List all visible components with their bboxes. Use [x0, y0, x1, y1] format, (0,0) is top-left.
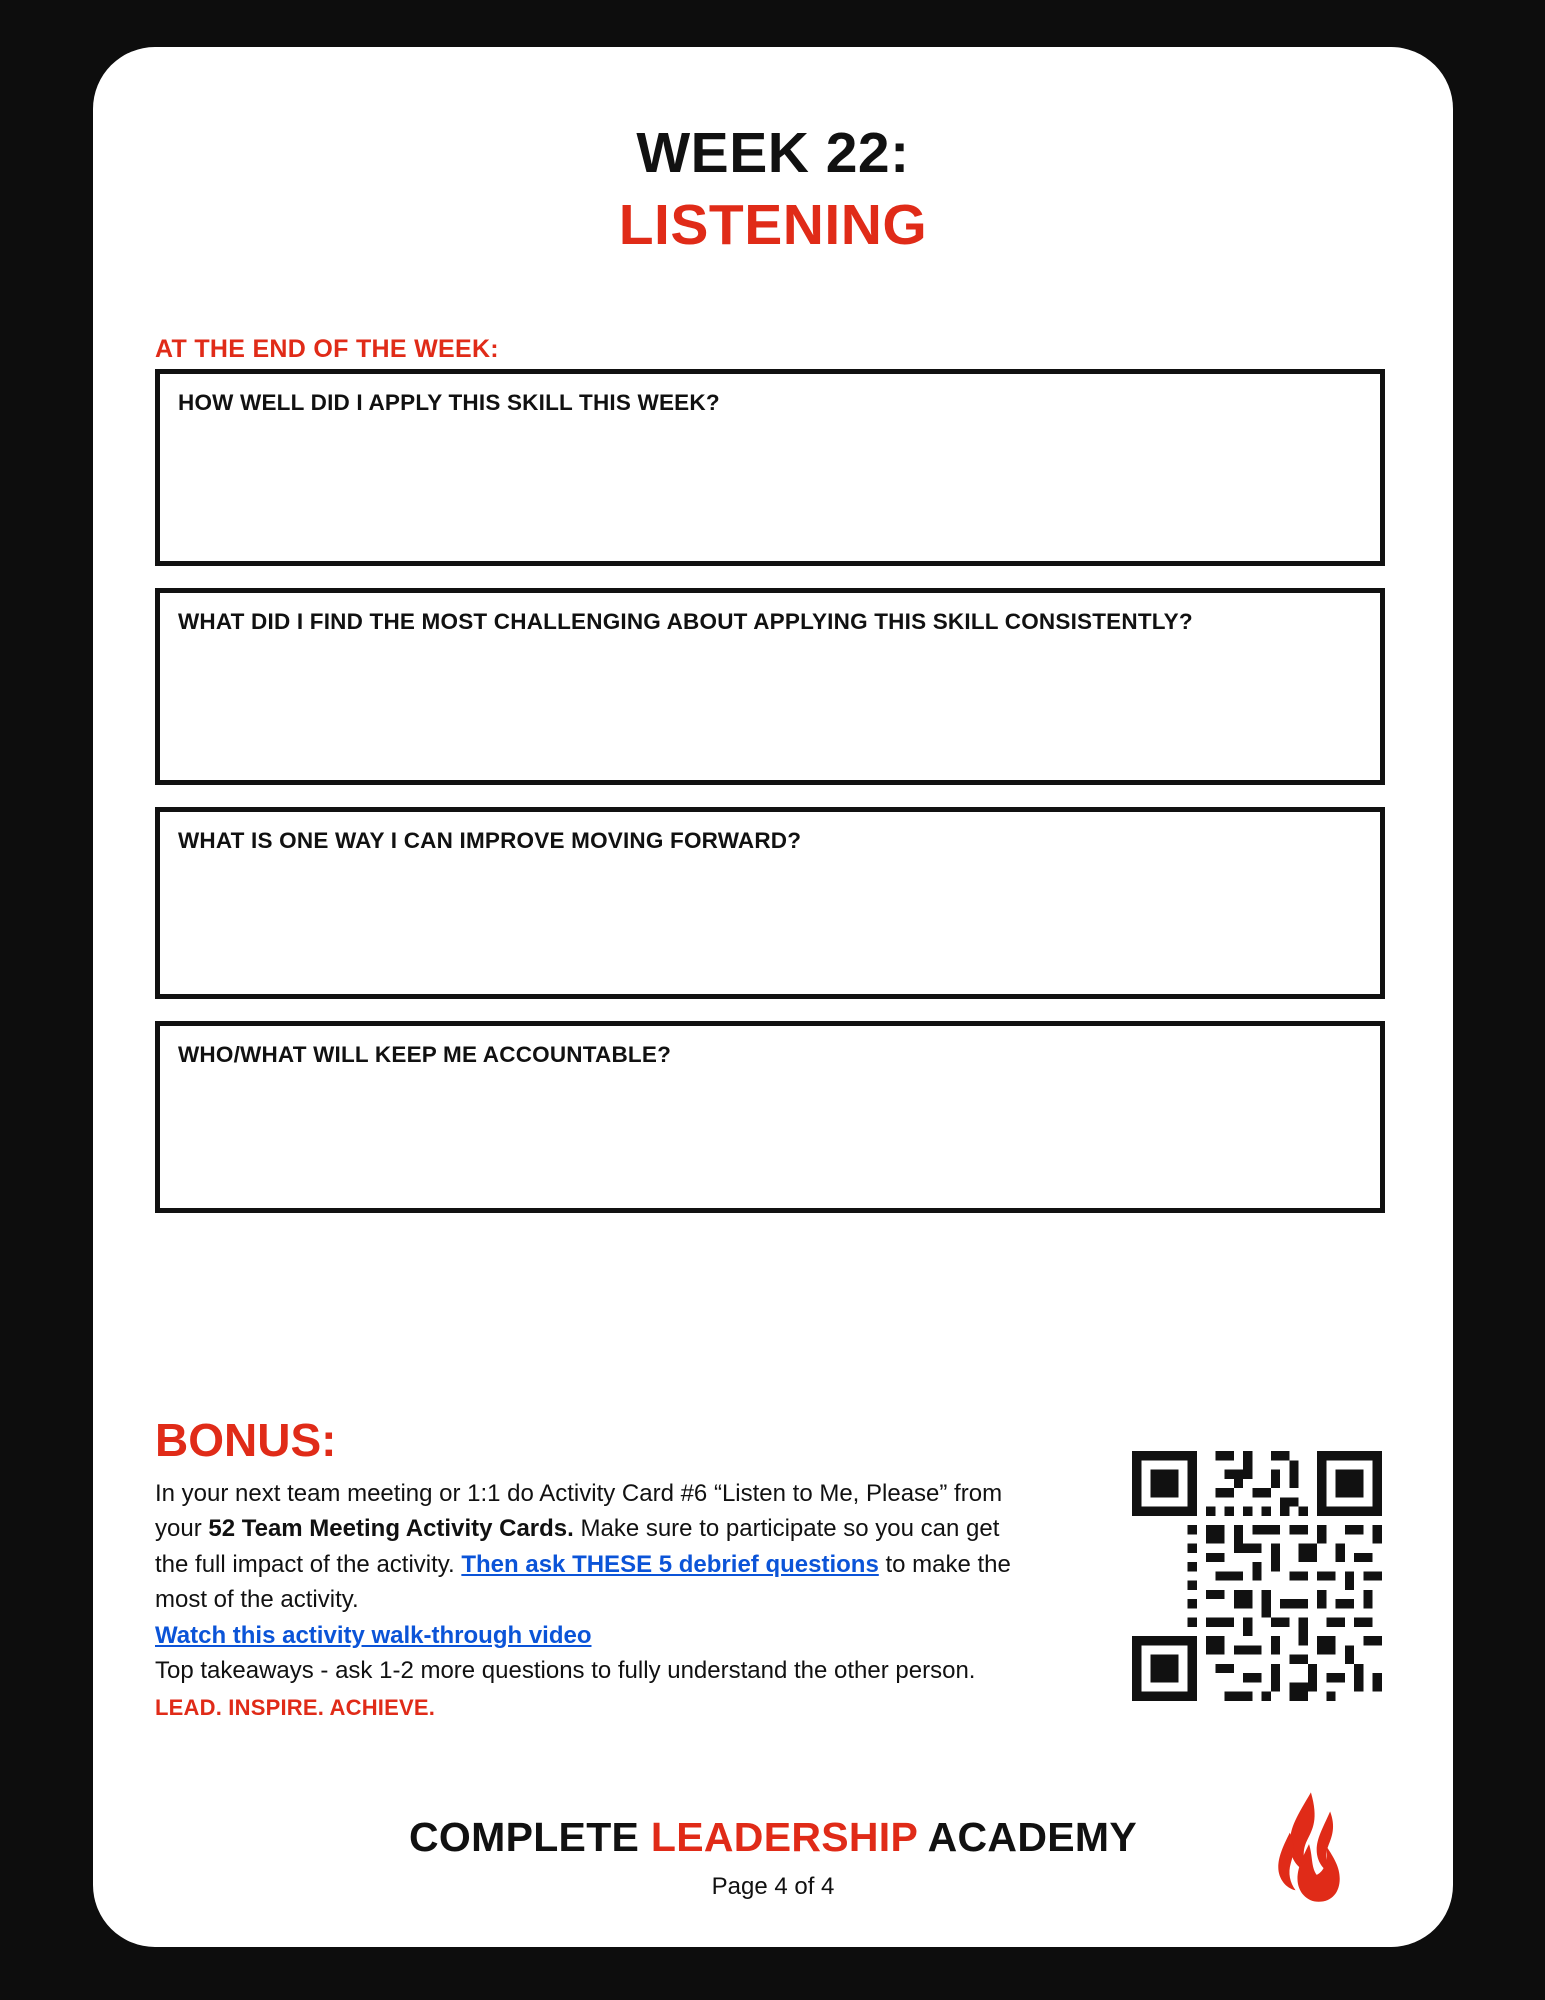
bonus-text-4: Top takeaways - ask 1-2 more questions to fully understand the other person. — [155, 1657, 976, 1685]
brand-part-3: ACADEMY — [917, 1814, 1137, 1860]
answer-box-1[interactable] — [155, 369, 1385, 566]
question-label-2: WHAT DID I FIND THE MOST CHALLENGING ABOUT APPLYING THIS SKILL CONSISTENTLY? — [178, 609, 1193, 634]
bonus-bold-1: 52 Team Meeting Activity Cards. — [208, 1515, 574, 1543]
bonus-text-1: In your next team meeting or 1:1 do Activity Card #6 “Listen to Me, Please” from your — [155, 1479, 1003, 1543]
walkthrough-video-link[interactable]: Watch this activity walk-through video — [155, 1621, 592, 1649]
question-label-1: HOW WELL DID I APPLY THIS SKILL THIS WEEK? — [178, 390, 720, 415]
debrief-questions-link[interactable]: Then ask THESE 5 debrief questions — [461, 1550, 879, 1578]
bonus-title: BONUS: — [155, 1414, 337, 1466]
question-label-3: WHAT IS ONE WAY I CAN IMPROVE MOVING FORWARD? — [178, 828, 802, 853]
questions-list — [155, 369, 1385, 1235]
bonus-body — [155, 1476, 1035, 1689]
page-title — [93, 47, 1453, 258]
question-label-4: WHO/WHAT WILL KEEP ME ACCOUNTABLE? — [178, 1042, 672, 1067]
answer-box-3[interactable] — [155, 807, 1385, 999]
flame-logo-icon — [1261, 1789, 1357, 1907]
title-skill: LISTENING — [618, 192, 928, 257]
page-number: Page 4 of 4 — [711, 1873, 835, 1900]
title-week: WEEK 22: — [636, 121, 910, 185]
answer-box-2[interactable] — [155, 588, 1385, 785]
footer — [93, 1814, 1453, 1901]
qr-code-svg — [1123, 1442, 1391, 1710]
bonus-text-2: Make sure to participate so you can get the full impact of the activity. — [155, 1515, 1000, 1578]
tagline: LEAD. INSPIRE. ACHIEVE. — [155, 1694, 436, 1720]
worksheet-page — [93, 47, 1453, 1947]
answer-box-4[interactable] — [155, 1021, 1385, 1213]
brand-part-1: COMPLETE — [409, 1814, 651, 1860]
bonus-text-3: to make the most of the activity. — [155, 1550, 1011, 1614]
brand-part-2: LEADERSHIP — [650, 1814, 918, 1860]
section-heading: AT THE END OF THE WEEK: — [155, 335, 499, 363]
brand-name — [93, 1814, 1453, 1861]
qr-code-icon[interactable] — [1123, 1442, 1391, 1710]
